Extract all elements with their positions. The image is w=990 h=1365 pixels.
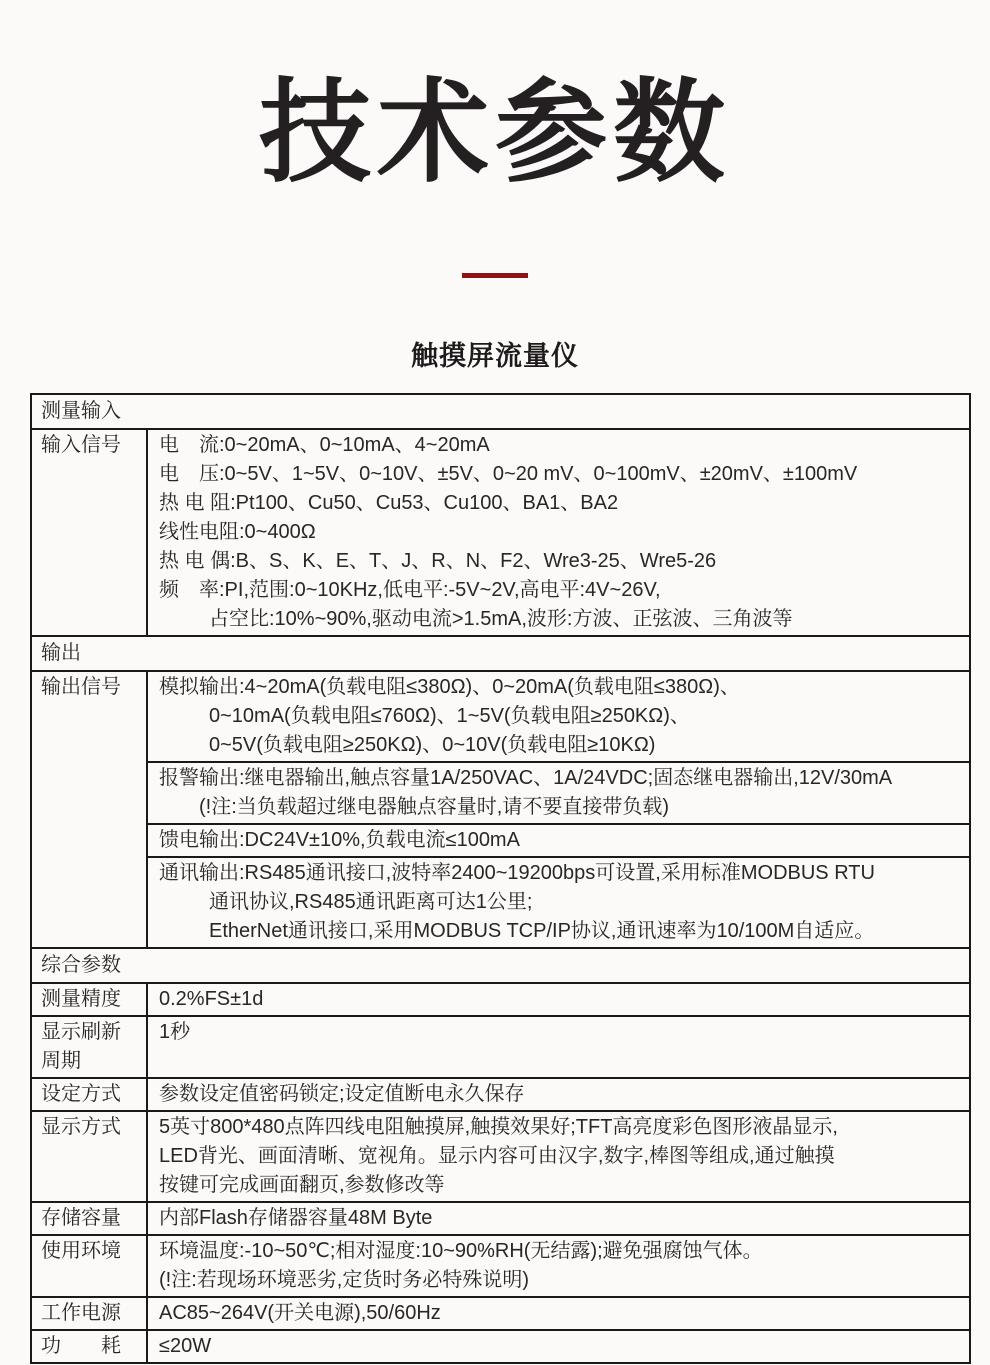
label-text: 周期 xyxy=(41,1050,81,1072)
row-setting-method xyxy=(32,1077,969,1110)
row-label xyxy=(32,430,148,635)
row-value xyxy=(148,1236,969,1296)
label-text: 测量精度 xyxy=(41,988,121,1010)
spec-text-line: 内部Flash存储器容量48M Byte xyxy=(159,1207,433,1229)
spec-text-line: 报警输出:继电器输出,触点容量1A/250VAC、1A/24VDC;固态继电器输出,12V/30mA xyxy=(159,767,893,789)
spec-text-line: 馈电输出:DC24V±10%,负载电流≤100mA xyxy=(159,829,520,851)
row-label xyxy=(32,1298,148,1329)
spec-text-line: 热 电 偶:B、S、K、E、T、J、R、N、F2、Wre3-25、Wre5-26 xyxy=(159,550,717,572)
row-value xyxy=(148,1017,969,1077)
spec-text-line: ≤20W xyxy=(159,1335,212,1357)
spec-text-line: EtherNet通讯接口,采用MODBUS TCP/IP协议,通讯速率为10/100M自适应。 xyxy=(209,920,875,942)
spec-text-line: 0~5V(负载电阻≥250KΩ)、0~10V(负载电阻≥10KΩ) xyxy=(209,734,656,756)
spec-text-line: 电 压:0~5V、1~5V、0~10V、±5V、0~20 mV、0~100mV、±20mV、±100mV xyxy=(159,463,858,485)
spec-text-line: 通讯输出:RS485通讯接口,波特率2400~19200bps可设置,采用标准MODBUS RTU xyxy=(159,862,875,884)
subrow-analog-output xyxy=(148,672,969,761)
label-text: 工作电源 xyxy=(41,1302,121,1324)
row-input-signal xyxy=(32,428,969,635)
spec-text-line: (!注:当负载超过继电器触点容量时,请不要直接带负载) xyxy=(199,796,669,818)
label-text: 设定方式 xyxy=(41,1083,121,1105)
row-label xyxy=(32,1112,148,1201)
row-value xyxy=(148,1079,969,1110)
row-value xyxy=(148,1112,969,1201)
label-text: 输入信号 xyxy=(41,434,121,456)
section-title: 输出 xyxy=(41,642,81,664)
spec-text-line: 参数设定值密码锁定;设定值断电永久保存 xyxy=(159,1083,525,1105)
row-value xyxy=(148,984,969,1015)
label-text: 显示刷新 xyxy=(41,1021,121,1043)
section-title: 综合参数 xyxy=(41,954,121,976)
spec-text-line: 电 流:0~20mA、0~10mA、4~20mA xyxy=(159,434,490,456)
row-value xyxy=(148,1298,969,1329)
label-text: 使用环境 xyxy=(41,1240,121,1262)
row-display-method xyxy=(32,1110,969,1201)
product-subtitle: 触摸屏流量仪 xyxy=(411,341,579,371)
spec-text-line: LED背光、画面清晰、宽视角。显示内容可由汉字,数字,棒图等组成,通过触摸 xyxy=(159,1145,835,1167)
row-output-signal xyxy=(32,670,969,947)
spec-text-line: 模拟输出:4~20mA(负载电阻≤380Ω)、0~20mA(负载电阻≤380Ω)、 xyxy=(159,676,740,698)
section-header-general-params xyxy=(32,947,969,982)
red-divider xyxy=(462,273,528,278)
spec-text-line: 0.2%FS±1d xyxy=(159,988,264,1010)
spec-text-line: 频 率:PI,范围:0~10KHz,低电平:-5V~2V,高电平:4V~26V, xyxy=(159,579,661,601)
row-label xyxy=(32,672,148,947)
spec-text-line: 0~10mA(负载电阻≤760Ω)、1~5V(负载电阻≥250KΩ)、 xyxy=(209,705,690,727)
label-text: 存储容量 xyxy=(41,1207,121,1229)
row-label xyxy=(32,1236,148,1296)
spec-text-line: (!注:若现场环境恶劣,定货时务必特殊说明) xyxy=(159,1269,529,1291)
row-value xyxy=(148,1203,969,1234)
spec-text-line: 通讯协议,RS485通讯距离可达1公里; xyxy=(209,891,533,913)
section-title: 测量输入 xyxy=(41,400,121,422)
row-label xyxy=(32,984,148,1015)
spec-text-line: 按键可完成画面翻页,参数修改等 xyxy=(159,1174,445,1196)
spec-table xyxy=(30,393,971,1364)
row-value xyxy=(148,672,969,947)
row-storage-capacity xyxy=(32,1201,969,1234)
row-value xyxy=(148,1331,969,1362)
row-environment xyxy=(32,1234,969,1296)
subrow-alarm-output xyxy=(148,761,969,823)
row-power-supply xyxy=(32,1296,969,1329)
spec-text-line: 1秒 xyxy=(159,1021,191,1043)
subrow-comm-output xyxy=(148,856,969,947)
subrow-feed-output xyxy=(148,823,969,856)
section-header-measure-input xyxy=(32,395,969,428)
spec-text-line: 环境温度:-10~50℃;相对湿度:10~90%RH(无结露);避免强腐蚀气体。 xyxy=(159,1240,763,1262)
label-text: 功 耗 xyxy=(41,1335,121,1357)
spec-text-line: 线性电阻:0~400Ω xyxy=(159,521,316,543)
row-label xyxy=(32,1079,148,1110)
page-title: 技术参数 xyxy=(259,70,731,195)
label-text: 显示方式 xyxy=(41,1116,121,1138)
section-header-output xyxy=(32,635,969,670)
row-label xyxy=(32,1203,148,1234)
spec-text-line: 5英寸800*480点阵四线电阻触摸屏,触摸效果好;TFT高亮度彩色图形液晶显示, xyxy=(159,1116,838,1138)
row-label xyxy=(32,1331,148,1362)
row-label xyxy=(32,1017,148,1077)
row-accuracy xyxy=(32,982,969,1015)
row-refresh-cycle xyxy=(32,1015,969,1077)
spec-text-line: AC85~264V(开关电源),50/60Hz xyxy=(159,1302,441,1324)
spec-text-line: 热 电 阻:Pt100、Cu50、Cu53、Cu100、BA1、BA2 xyxy=(159,492,619,514)
label-text: 输出信号 xyxy=(41,676,121,698)
row-power-consumption xyxy=(32,1329,969,1362)
spec-text-line: 占空比:10%~90%,驱动电流>1.5mA,波形:方波、正弦波、三角波等 xyxy=(209,608,793,630)
row-value xyxy=(148,430,969,635)
